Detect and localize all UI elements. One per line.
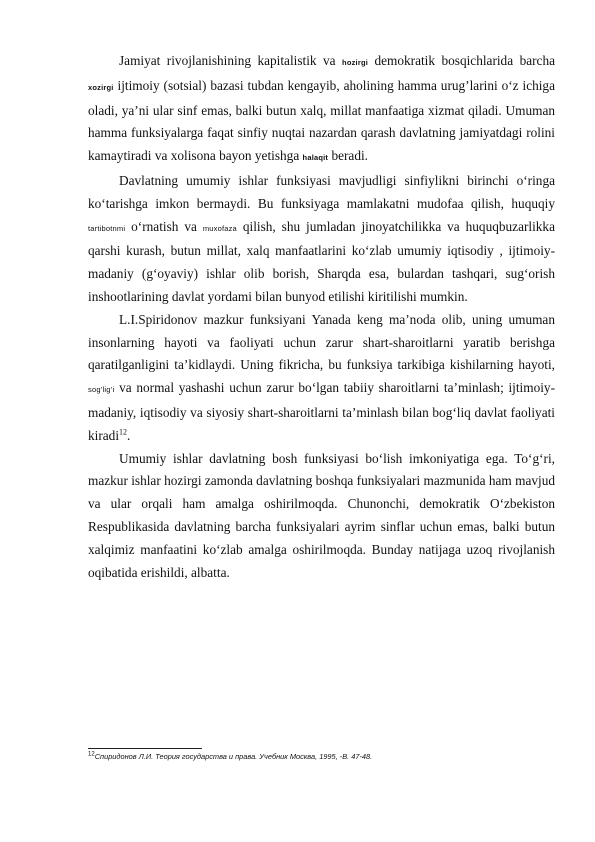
text-run: L.I.Spiridonov mazkur funksiyani Yanada keng ma’noda olib, uning umuman insonlarning hayoti va faoliyati uchun zarur shart-sharoitlarni yaratib berishga qaratilganligini ta’kidlaydi. Uning fikricha, bu funksiya tarkibiga kishilarning hayoti,: [88, 311, 555, 373]
text-run: Jamiyat rivojlanishining kapitalistik va: [119, 53, 343, 68]
footnote-text: Спиридонов Л.И. Теория государства и права. Учебник Москва, 1995, -В. 47-48.: [94, 752, 373, 761]
paragraph-1: [88, 50, 555, 170]
paragraph-3: [88, 309, 555, 448]
footnote: [88, 752, 555, 761]
inline-small-word: muxofaza: [202, 223, 237, 233]
inline-small-word: halaqit: [302, 153, 329, 163]
text-run: ijtimoiy (sotsial) bazasi tubdan kengayib, aholining hamma urug’larini o‘z ichiga oladi, ya’ni ular sinf emas, balki butun xalq, millat manfaatiga xizmat qiladi. Umuman hamma funksiyalarga faqat sinfiy nuqtai nazardan qarash davlatning jamiyatdagi rolini kamaytiradi va xolisona bayon yetishga: [88, 77, 555, 164]
footnote-separator: [88, 748, 202, 749]
inline-small-word: sog’lig’i: [88, 385, 115, 395]
footnote-reference[interactable]: 12: [119, 427, 128, 437]
inline-small-word: hozirgi: [342, 58, 369, 67]
text-run: Umumiy ishlar davlatning bosh funksiyasi bo‘lish imkoniyatiga ega. To‘g‘ri, mazkur ishlar hozirgi zamonda davlatning boshqa funksiyalari mazmunida ham mavjud va ular orqali ham amalga oshirilmoqda. Chunonchi, demokratik O‘zbekiston Respublikasida davlatning barcha funksiyalari ayrim sinflar uchun emas, balki butun xalqimiz manfaatini ko‘zlab amalga oshirilmoqda. Bunday natijaga uzoq rivojlanish oqibatida erishildi, albatta.: [88, 450, 555, 580]
inline-small-word: tartibotnmi: [88, 223, 126, 233]
text-run: va normal yashashi uchun zarur bo‘lgan tabiiy sharoitlarni ta’minlash; ijtimoiy-madaniy, iqtisodiy va siyosiy shart-sharoitlarni ta’minlash bilan bog‘liq davlat faoliyati kiradi: [88, 380, 555, 443]
paragraph-4: [88, 448, 555, 585]
inline-small-word: xozirgi: [88, 82, 114, 92]
text-run: .: [127, 427, 131, 443]
text-run: beradi.: [328, 148, 368, 164]
text-run: Davlatning umumiy ishlar funksiyasi mavjudligi sinfiylikni birinchi o‘ringa ko‘tarishga imkon bermaydi. Bu funksiyaga mamlakatni mudofaa qilish, huquqiy: [88, 172, 555, 211]
text-run: demokratik bosqichlarida barcha: [368, 53, 555, 68]
document-body: [88, 50, 555, 584]
footnote-number: 12: [88, 751, 95, 758]
text-run: o‘rnatish va: [125, 218, 203, 234]
text-run: qilish, shu jumladan jinoyatchilikka va huquqbuzarlikka qarshi kurash, butun millat, xalq manfaatlarini ko‘zlab umumiy iqtisodiy , ijtimoiy-madaniy (g‘oyaviy) ishlar olib borish, Sharqda esa, bulardan tashqari, sug‘orish inshootlarining davlat yordami bilan bunyod etilishi kiritilishi mumkin.: [88, 218, 555, 304]
paragraph-2: [88, 170, 555, 309]
